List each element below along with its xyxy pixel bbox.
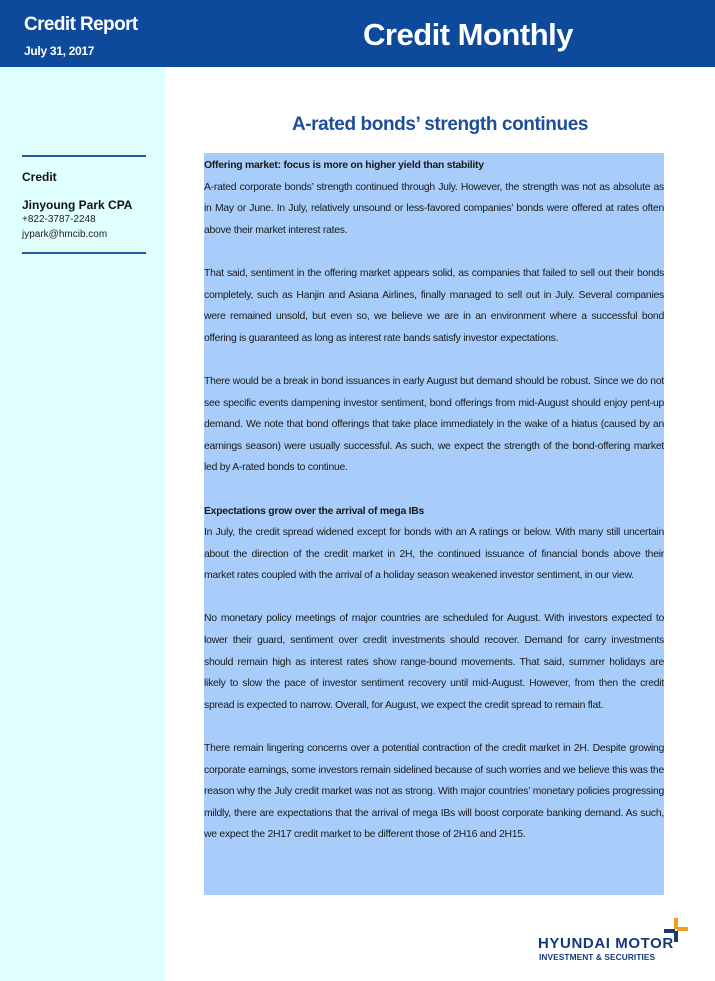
logo-wordmark: HYUNDAI MOTOR bbox=[538, 935, 674, 952]
sidebar-section-label: Credit bbox=[22, 170, 57, 184]
logo-subtitle: INVESTMENT & SECURITIES bbox=[539, 952, 656, 962]
company-logo bbox=[538, 918, 688, 964]
author-name: Jinyoung Park CPA bbox=[22, 198, 133, 212]
author-email: jypark@hmcib.com bbox=[22, 229, 108, 240]
article-body bbox=[204, 153, 664, 895]
sidebar-divider-top bbox=[22, 155, 146, 157]
paragraph: In July, the credit spread widened except for bonds with an A ratings or below. With many still uncertain about the direction of the credit market in 2H, the continued issuance of financial bonds above their market rates coupled with the arrival of a holiday season weakened investor sentiment, in our view. bbox=[204, 527, 664, 582]
paragraph: There would be a break in bond issuances in early August but demand should be robust. Since we do not see specific events dampening investor sentiment, bond offerings from mid-August should enjoy pent-up demand. We note that bond offerings that take place immediately in the wake of a hiatus (caused by an earnings season) were usually successful. As such, we expect the strength of the bond-offering market led by A-rated bonds to continue. bbox=[204, 375, 664, 474]
report-date: July 31, 2017 bbox=[24, 44, 95, 58]
author-phone: +822-3787-2248 bbox=[22, 214, 96, 225]
paragraph: No monetary policy meetings of major countries are scheduled for August. With investors expected to lower their guard, sentiment over credit investments should recover. Demand for carry investments should remain high as interest rates show range-bound movements. That said, summer holidays are likely to slow the pace of investor sentiment recovery until mid-August. However, from then the credit spread is expected to narrow. Overall, for August, we expect the credit spread to remain flat. bbox=[204, 613, 664, 711]
sidebar-divider-bottom bbox=[22, 252, 146, 254]
hyundai-plus-icon bbox=[664, 918, 688, 942]
section-heading-mega-ibs: Expectations grow over the arrival of mega IBs bbox=[204, 505, 425, 517]
report-header bbox=[0, 0, 715, 67]
publication-title: Credit Monthly bbox=[363, 17, 573, 52]
paragraph: There remain lingering concerns over a potential contraction of the credit market in 2H. Despite growing corporate earnings, some investors remain sidelined because of such worries and we believe this was the reason why the July credit market was not as strong. With major countries’ monetary policies progressing mildly, there are expectations that the arrival of mega IBs will boost corporate banking demand. As such, we expect the 2H17 credit market to be different those of 2H16 and 2H15. bbox=[204, 743, 664, 841]
article-title: A-rated bonds’ strength continues bbox=[291, 114, 589, 135]
report-type: Credit Report bbox=[24, 14, 138, 35]
section-heading-offering-market: Offering market: focus is more on higher yield than stability bbox=[204, 160, 484, 171]
paragraph: A-rated corporate bonds’ strength continued through July. However, the strength was not as absolute as in May or June. In July, relatively unsound or less-favored companies’ bonds were offered at rates often above their market interest rates. bbox=[204, 181, 664, 236]
paragraph: That said, sentiment in the offering market appears solid, as companies that failed to sell out their bonds completely, such as Hanjin and Asiana Airlines, finally managed to sell out in July. Several companies were remained unsold, but even so, we believe we are in an environment where a successful bond offering is guaranteed as long as interest rate bands satisfy investor expectations. bbox=[204, 267, 664, 344]
